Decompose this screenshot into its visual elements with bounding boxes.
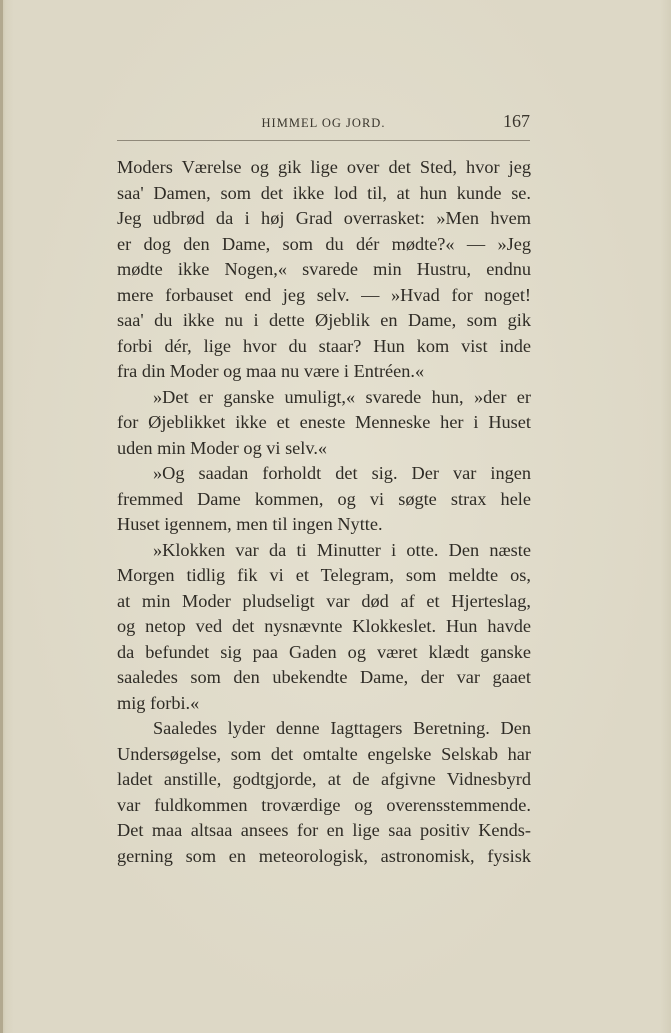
running-title: HIMMEL OG JORD. (261, 116, 386, 130)
page-number: 167 (503, 111, 530, 131)
text-line: »Og saadan forholdt det sig. Der var ingen (153, 463, 531, 483)
text-line: fremmed Dame kommen, og vi søgte strax hele (117, 488, 531, 509)
text-line: Det maa altsaa ansees for en lige saa positiv Kends- (117, 820, 531, 840)
text-line: og netop ved det nysnævnte Klokkeslet. Hun havde (117, 616, 531, 636)
text-line: »Klokken var da ti Minutter i otte. Den næste (153, 539, 531, 560)
page-spine-edge (0, 0, 3, 1033)
text-line: mere forbauset end jeg selv. — »Hvad for noget! (117, 284, 531, 305)
text-line: »Det er ganske umuligt,« svarede hun, »der er (153, 386, 531, 407)
text-line: for Øjeblikket ikke et eneste Menneske her i Huset (117, 412, 531, 432)
body-text (117, 155, 531, 869)
text-line: saaledes som den ubekendte Dame, der var gaaet (117, 667, 531, 687)
text-line: fra din Moder og maa nu være i Entréen.« (117, 361, 425, 381)
text-line: da befundet sig paa Gaden og været klædt ganske (117, 641, 531, 662)
text-line: Huset igennem, men til ingen Nytte. (117, 514, 383, 534)
text-line: saa' Damen, som det ikke lod til, at hun kunde se. (117, 182, 531, 203)
text-line: uden min Moder og vi selv.« (117, 437, 328, 458)
text-line: er dog den Dame, som du dér mødte?« — »Jeg (117, 233, 531, 254)
text-line: at min Moder pludseligt var død af et Hjerteslag, (117, 590, 531, 611)
text-line: saa' du ikke nu i dette Øjeblik en Dame, som gik (117, 310, 531, 330)
text-line: Saaledes lyder denne Iagttagers Beretning. Den (153, 718, 531, 738)
text-line: ladet anstille, godtgjorde, at de afgivne Vidnesbyrd (117, 769, 531, 789)
text-line: gerning som en meteorologisk, astronomisk, fysisk (117, 845, 531, 866)
text-line: Morgen tidlig fik vi et Telegram, som meldte os, (117, 565, 531, 585)
text-line: mig forbi.« (117, 692, 200, 713)
text-line: forbi dér, lige hvor du staar? Hun kom vist inde (117, 335, 531, 356)
text-line: Jeg udbrød da i høj Grad overrasket: »Men hvem (117, 208, 531, 228)
text-line: mødte ikke Nogen,« svarede min Hustru, endnu (117, 259, 531, 279)
text-line: var fuldkommen troværdige og overensstemmende. (117, 794, 531, 815)
text-line: Undersøgelse, som det omtalte engelske Selskab har (117, 743, 531, 764)
text-line: Moders Værelse og gik lige over det Sted, hvor jeg (117, 157, 531, 177)
running-header (117, 108, 530, 141)
